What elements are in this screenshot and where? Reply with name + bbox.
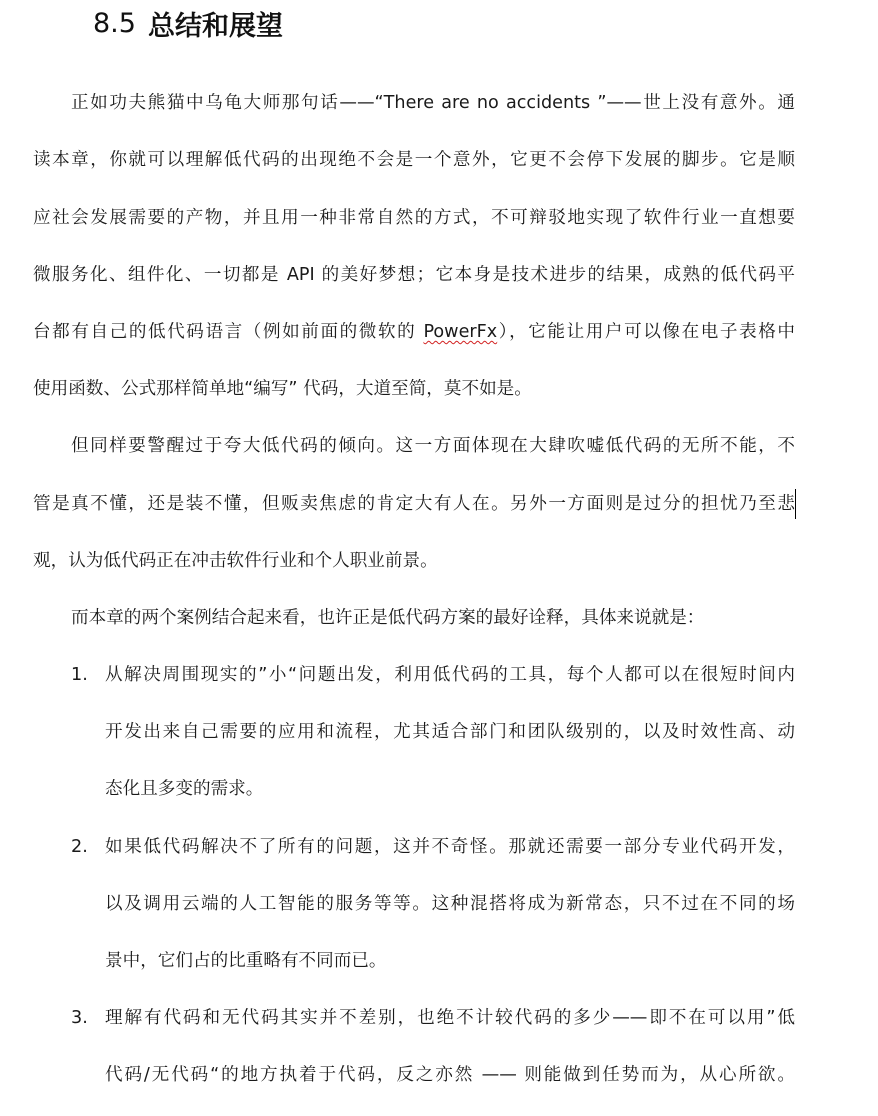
section-title: 总结和展望 bbox=[147, 10, 283, 42]
section-number: 8.5 bbox=[93, 7, 136, 39]
section-heading bbox=[93, 0, 283, 46]
list-item-1-line-1: 从解决周围现实的”小“问题出发，利用低代码的工具，每个人都可以在很短时间内 bbox=[105, 665, 795, 685]
spellcheck-flagged-word[interactable]: PowerFx bbox=[423, 322, 498, 342]
list-item-1-line-3: 态化且多变的需求。 bbox=[105, 779, 264, 799]
paragraph-1-line-5 bbox=[33, 317, 795, 347]
list-item-2-number: 2. bbox=[71, 837, 88, 857]
paragraph-2-line-1: 但同样要警醒过于夸大低代码的倾向。这一方面体现在大肆吹嘘低代码的无所不能，不 bbox=[71, 436, 795, 456]
paragraph-1-line-4: 微服务化、组件化、一切都是 API 的美好梦想；它本身是技术进步的结果，成熟的低代码平 bbox=[33, 265, 795, 285]
list-item-3-line-1: 理解有代码和无代码其实并不差别，也绝不计较代码的多少——即不在可以用”低 bbox=[105, 1008, 795, 1028]
paragraph-3-line-1: 而本章的两个案例结合起来看，也许正是低代码方案的最好诠释，具体来说就是： bbox=[71, 608, 705, 628]
paragraph-1-line-3: 应社会发展需要的产物，并且用一种非常自然的方式，不可辩驳地实现了软件行业一直想要 bbox=[33, 208, 795, 228]
list-item-2-line-3: 景中，它们占的比重略有不同而已。 bbox=[105, 951, 387, 971]
list-item-1-number: 1. bbox=[71, 665, 88, 685]
paragraph-2-line-3: 观，认为低代码正在冲击软件行业和个人职业前景。 bbox=[33, 551, 438, 571]
list-item-2-line-1: 如果低代码解决不了所有的问题，这并不奇怪。那就还需要一部分专业代码开发， bbox=[105, 837, 795, 857]
list-item-1-line-2: 开发出来自己需要的应用和流程，尤其适合部门和团队级别的，以及时效性高、动 bbox=[105, 722, 795, 742]
list-item-3-number: 3. bbox=[71, 1008, 88, 1028]
paragraph-1-line-6: 使用函数、公式那样简单地“编写” 代码，大道至简，莫不如是。 bbox=[33, 379, 532, 399]
line-5-text-before: 台都有自己的低代码语言（例如前面的微软的 bbox=[33, 322, 424, 342]
list-item-2-line-2: 以及调用云端的人工智能的服务等等。这种混搭将成为新常态，只不过在不同的场 bbox=[105, 894, 795, 914]
list-item-3-line-2: 代码/无代码“的地方执着于代码，反之亦然 —— 则能做到任势而为，从心所欲。 bbox=[105, 1065, 795, 1085]
paragraph-2-line-2: 管是真不懂，还是装不懂，但贩卖焦虑的肯定大有人在。另外一方面则是过分的担忧乃至悲 bbox=[33, 494, 795, 514]
line-5-text-after: ），它能让用户可以像在电子表格中 bbox=[497, 322, 795, 342]
paragraph-1-line-1: 正如功夫熊猫中乌龟大师那句话——“There are no accidents ”——世上没有意外。通 bbox=[71, 93, 795, 113]
paragraph-1-line-2: 读本章，你就可以理解低代码的出现绝不会是一个意外，它更不会停下发展的脚步。它是顺 bbox=[33, 150, 795, 170]
text-cursor bbox=[795, 489, 796, 519]
